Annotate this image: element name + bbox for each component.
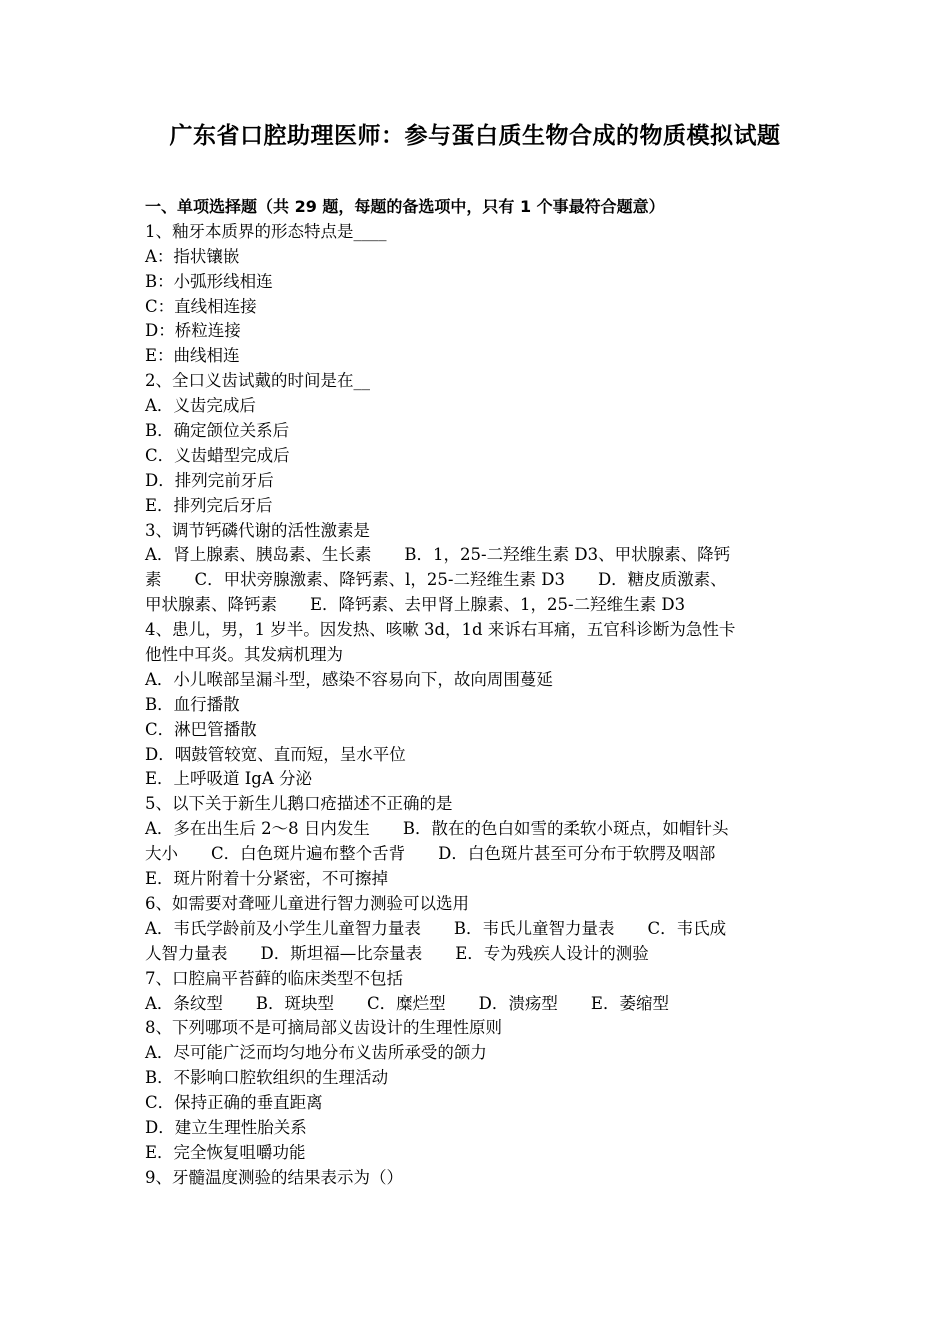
option-line: E：曲线相连 — [145, 346, 240, 366]
option-line: B：小弧形线相连 — [145, 271, 273, 291]
option-line: D．排列完前牙后 — [145, 470, 274, 490]
question-3: 3、调节钙磷代谢的活性激素是 — [145, 520, 370, 540]
section-heading: 一、单项选择题（共 29 题，每题的备选项中，只有 1 个事最符合题意） — [145, 197, 665, 216]
option-line: A．肾上腺素、胰岛素、生长素 B．1，25-二羟维生素 D3、甲状腺素、降钙 — [145, 545, 731, 565]
option-line: D．建立生理性胎关系 — [145, 1117, 307, 1137]
option-line: C．保持正确的垂直距离 — [145, 1093, 323, 1113]
option-line: E．斑片附着十分紧密，不可擦掉 — [145, 869, 389, 889]
option-line: D．咽鼓管较宽、直而短，呈水平位 — [145, 744, 406, 764]
option-line: E．完全恢复咀嚼功能 — [145, 1142, 306, 1162]
option-line: C．义齿蜡型完成后 — [145, 445, 290, 465]
option-line: C．淋巴管播散 — [145, 719, 257, 739]
option-line: A．多在出生后 2～8 日内发生 B．散在的色白如雪的柔软小斑点，如帽针头 — [145, 819, 729, 839]
option-line: E．排列完后牙后 — [145, 495, 273, 515]
question-6: 6、如需要对聋哑儿童进行智力测验可以选用 — [145, 893, 469, 913]
question-2: 2、全口义齿试戴的时间是在__ — [145, 371, 370, 391]
question-8: 8、下列哪项不是可摘局部义齿设计的生理性原则 — [145, 1018, 502, 1038]
option-line: A．条纹型 B．斑块型 C．糜烂型 D．溃疡型 E．萎缩型 — [145, 993, 669, 1013]
option-line: A．韦氏学龄前及小学生儿童智力量表 B．韦氏儿童智力量表 C．韦氏成 — [145, 918, 727, 938]
option-line: E．上呼吸道 IgA 分泌 — [145, 769, 313, 789]
question-4: 4、患儿，男，1 岁半。因发热、咳嗽 3d，1d 来诉右耳痛，五官科诊断为急性卡 — [145, 620, 736, 640]
option-line: A．义齿完成后 — [145, 396, 256, 416]
option-line: A．小儿喉部呈漏斗型，感染不容易向下，故向周围蔓延 — [145, 669, 553, 689]
option-line: A：指状镶嵌 — [145, 246, 240, 266]
document-body — [145, 195, 810, 1191]
document-title: 广东省口腔助理医师：参与蛋白质生物合成的物质模拟试题 — [169, 123, 781, 149]
option-line: 大小 C．白色斑片遍布整个舌背 D．白色斑片甚至可分布于软腭及咽部 — [145, 844, 716, 864]
option-line: B．血行播散 — [145, 694, 240, 714]
option-line: 人智力量表 D．斯坦福—比奈量表 E．专为残疾人设计的测验 — [145, 943, 649, 963]
question-1: 1、釉牙本质界的形态特点是____ — [145, 221, 387, 241]
option-line: B．确定颌位关系后 — [145, 421, 290, 441]
question-9: 9、牙髓温度测验的结果表示为（） — [145, 1167, 403, 1187]
option-line: D：桥粒连接 — [145, 321, 241, 341]
option-line: C：直线相连接 — [145, 296, 257, 316]
option-line: 甲状腺素、降钙素 E．降钙素、去甲肾上腺素、1，25-二羟维生素 D3 — [145, 595, 686, 615]
question-4-cont: 他性中耳炎。其发病机理为 — [145, 645, 343, 665]
question-7: 7、口腔扁平苔藓的临床类型不包括 — [145, 968, 403, 988]
option-line: 素 C．甲状旁腺激素、降钙素、l，25-二羟维生素 D3 D．糖皮质激素、 — [145, 570, 727, 590]
option-line: A．尽可能广泛而均匀地分布义齿所承受的颌力 — [145, 1043, 487, 1063]
option-line: B．不影响口腔软组织的生理活动 — [145, 1068, 389, 1088]
question-5: 5、以下关于新生儿鹅口疮描述不正确的是 — [145, 794, 453, 814]
